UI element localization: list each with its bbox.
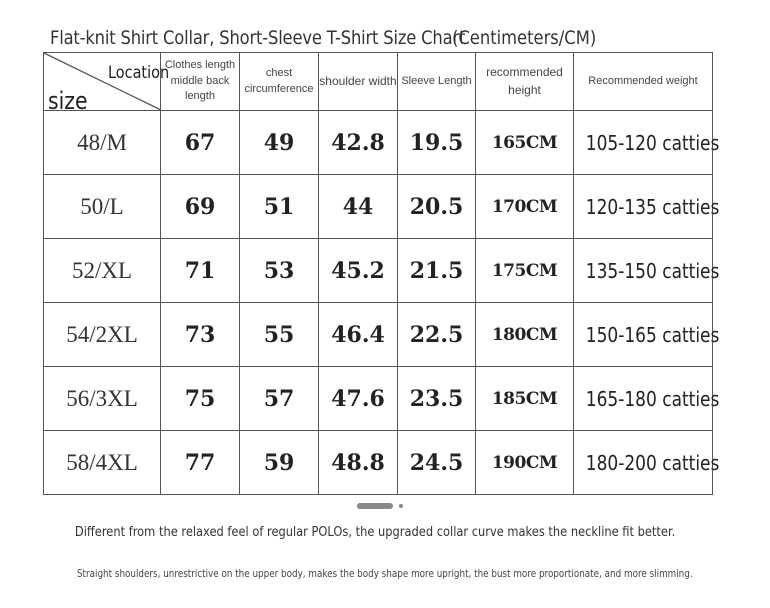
size-table-body <box>44 111 720 495</box>
header-chest: chest circumference <box>240 53 319 111</box>
unit-label: (Centimeters/CM) <box>452 27 597 49</box>
size-cell: 56/3XL <box>44 367 161 431</box>
chest-cell: 59 <box>240 431 319 495</box>
description-line-1 <box>0 525 750 540</box>
description-text-2: Straight shoulders, unrestrictive on the upper body, makes the body shape more upright, the bust more proportionate, and more slimming. <box>76 567 693 580</box>
height-cell: 190CM <box>476 431 574 495</box>
description-text-1: Different from the relaxed feel of regular POLOs, the upgraded collar curve makes the neckline fit better. <box>74 525 676 540</box>
table-row <box>44 239 713 303</box>
corner-cell <box>44 53 170 115</box>
length-cell: 67 <box>161 111 240 175</box>
corner-size-label: size <box>48 87 88 115</box>
size-cell: 52/XL <box>44 239 161 303</box>
size-table <box>43 52 720 495</box>
carousel-indicator-dot[interactable] <box>399 504 403 508</box>
sleeve-cell: 20.5 <box>398 175 476 239</box>
weight-text: 165-180 catties <box>585 386 720 411</box>
header-row <box>44 53 713 111</box>
weight-text: 180-200 catties <box>585 450 720 475</box>
shoulder-cell: 47.6 <box>319 367 398 431</box>
length-cell: 77 <box>161 431 240 495</box>
header-length: Clothes length middle back length <box>161 53 240 111</box>
table-row <box>44 303 713 367</box>
chest-cell: 53 <box>240 239 319 303</box>
length-cell: 69 <box>161 175 240 239</box>
chart-title: Flat-knit Shirt Collar, Short-Sleeve T-Shirt Size Chart <box>50 27 466 49</box>
table-row <box>44 367 713 431</box>
sleeve-cell: 23.5 <box>398 367 476 431</box>
sleeve-cell: 24.5 <box>398 431 476 495</box>
sleeve-cell: 19.5 <box>398 111 476 175</box>
chest-cell: 57 <box>240 367 319 431</box>
height-cell: 180CM <box>476 303 574 367</box>
weight-text: 150-165 catties <box>585 322 720 347</box>
height-cell: 185CM <box>476 367 574 431</box>
height-cell: 170CM <box>476 175 574 239</box>
carousel-indicator-active[interactable] <box>357 503 393 509</box>
size-cell: 54/2XL <box>44 303 161 367</box>
sleeve-cell: 21.5 <box>398 239 476 303</box>
weight-cell <box>574 175 720 239</box>
height-cell: 165CM <box>476 111 574 175</box>
shoulder-cell: 45.2 <box>319 239 398 303</box>
chest-cell: 51 <box>240 175 319 239</box>
size-cell: 50/L <box>44 175 161 239</box>
description-line-2 <box>0 567 750 580</box>
weight-text: 105-120 catties <box>585 130 720 155</box>
table-row <box>44 175 713 239</box>
size-cell: 58/4XL <box>44 431 161 495</box>
sleeve-cell: 22.5 <box>398 303 476 367</box>
size-cell: 48/M <box>44 111 161 175</box>
shoulder-cell: 44 <box>319 175 398 239</box>
length-cell: 75 <box>161 367 240 431</box>
weight-cell <box>574 111 720 175</box>
header-height: recommended height <box>476 53 574 111</box>
table-row <box>44 111 713 175</box>
weight-cell <box>574 239 720 303</box>
shoulder-cell: 48.8 <box>319 431 398 495</box>
header-weight: Recommended weight <box>574 53 713 111</box>
shoulder-cell: 46.4 <box>319 303 398 367</box>
height-cell: 175CM <box>476 239 574 303</box>
corner-location-label: Location <box>108 63 170 83</box>
length-cell: 71 <box>161 239 240 303</box>
chest-cell: 49 <box>240 111 319 175</box>
length-cell: 73 <box>161 303 240 367</box>
weight-cell <box>574 367 720 431</box>
shoulder-cell: 42.8 <box>319 111 398 175</box>
carousel-indicator[interactable] <box>357 503 407 509</box>
weight-text: 120-135 catties <box>585 194 720 219</box>
weight-cell <box>574 431 720 495</box>
table-row <box>44 431 713 495</box>
weight-cell <box>574 303 720 367</box>
header-shoulder: shoulder width <box>319 53 398 111</box>
chest-cell: 55 <box>240 303 319 367</box>
weight-text: 135-150 catties <box>585 258 720 283</box>
header-sleeve: Sleeve Length <box>398 53 476 111</box>
